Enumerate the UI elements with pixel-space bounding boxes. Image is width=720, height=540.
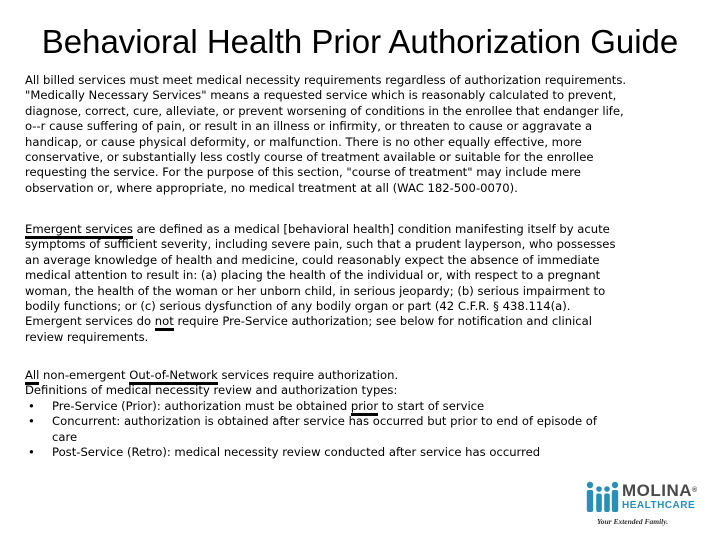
emergent-services-paragraph (25, 222, 695, 345)
bullet-icon: • (28, 445, 35, 460)
text-line (25, 222, 695, 237)
logo-subtitle: HEALTHCARE (622, 500, 696, 511)
out-of-network-emphasis: Out-of-Network (129, 368, 218, 385)
text-line: "Medically Necessary Services" means a requested service which is reasonably calculated to prevent, (25, 88, 617, 103)
text-line: review requirements. (25, 329, 149, 344)
medical-necessity-paragraph (25, 73, 695, 196)
trademark-symbol: ® (692, 487, 698, 494)
text-line: o--r cause suffering of pain, or result in an illness or infirmity, or threaten to cause or aggravate a (25, 119, 593, 134)
definitions-heading: Definitions of medical necessity review and authorization types: (25, 383, 398, 398)
all-emphasis: All (25, 368, 39, 385)
text-line: diagnose, correct, cure, alleviate, or prevent worsening of conditions in the enrollee that endanger life, (25, 103, 624, 118)
page-title: Behavioral Health Prior Authorization Guide (41, 23, 679, 60)
bullet-continuation: care (52, 429, 78, 444)
prior-emphasis: prior (351, 399, 378, 416)
text-segment: services require authorization. (217, 368, 399, 382)
text-line: requesting the service. For the purpose of this section, "course of treatment" may include mere (25, 165, 581, 180)
text-line: conservative, or substantially less costly course of treatment available or suitable for the enrollee (25, 150, 594, 165)
text-line (25, 314, 695, 329)
text-line: woman, the health of the woman or her unborn child, in serious jeopardy; (b) serious impairment to (25, 283, 606, 298)
text-segment: require Pre-Service authorization; see below for notification and clinical (173, 314, 592, 329)
text-line: bodily functions; or (c) serious dysfunction of any bodily organ or part (42 C.F.R. § 438.114(a). (25, 299, 571, 314)
text-segment: Post-Service (Retro): medical necessity review conducted after service has occurred (52, 445, 541, 460)
emergent-services-term: Emergent services (25, 222, 133, 239)
family-figures-icon (585, 480, 619, 516)
bullet-pre-service (25, 399, 695, 414)
bullet-icon: • (28, 398, 35, 413)
molina-healthcare-logo (585, 478, 705, 530)
text-segment: non-emergent (39, 368, 130, 382)
text-segment: Emergent services do (25, 314, 155, 329)
text-line: All billed services must meet medical necessity requirements regardless of authorization requirements. (25, 73, 627, 87)
not-emphasis: not (155, 314, 174, 331)
text-line: handicap, or cause physical deformity, or malfunction. There is no other equally effective, more (25, 134, 582, 149)
text-segment: Pre-Service (Prior): authorization must be obtained (52, 398, 351, 413)
text-segment: to start of service (378, 398, 485, 413)
text-segment: Concurrent: authorization is obtained after service has occurred but prior to end of episode of (52, 414, 597, 429)
text-line: symptoms of sufficient severity, including severe pain, such that a prudent layperson, who possesses (25, 237, 616, 252)
bullet-icon: • (28, 414, 35, 429)
authorization-types-section (25, 368, 695, 460)
text-line: an average knowledge of health and medicine, could reasonably expect the absence of immediate (25, 252, 600, 267)
text-line: observation or, where appropriate, no medical treatment at all (WAC 182-500-0070). (25, 180, 518, 195)
bullet-concurrent (25, 414, 695, 429)
text-line: medical attention to result in: (a) placing the health of the individual or, with respect to a pregnant (25, 268, 601, 283)
logo-name-text: MOLINA (622, 481, 693, 500)
bullet-post-service (25, 445, 695, 460)
text-segment: are defined as a medical [behavioral health] condition manifesting itself by acute (132, 222, 610, 236)
text-line (25, 368, 695, 383)
logo-wordmark (622, 482, 698, 500)
logo-tagline: Your Extended Family. (597, 517, 669, 526)
